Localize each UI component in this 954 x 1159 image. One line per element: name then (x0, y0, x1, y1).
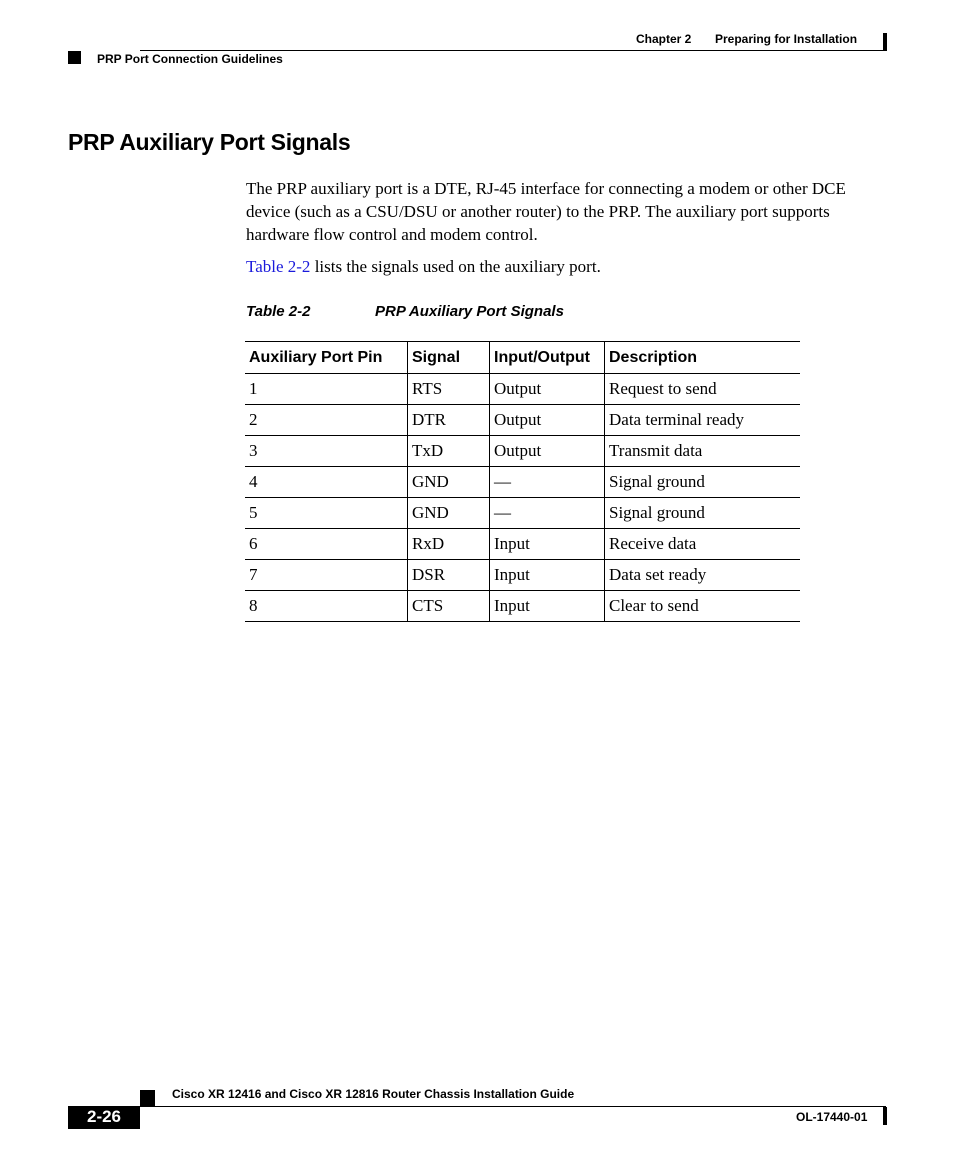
signal-cell: GND (408, 498, 490, 529)
signal-cell: RxD (408, 529, 490, 560)
signal-cell: GND (408, 467, 490, 498)
intro-paragraph: The PRP auxiliary port is a DTE, RJ-45 interface for connecting a modem or other DCE device (such as a CSU/DSU or another router) to the PRP. The auxiliary port supports hardware flow control and modem control. (246, 179, 846, 244)
footer-doc-number: OL-17440-01 (796, 1110, 868, 1124)
table-link[interactable]: Table 2-2 (246, 257, 311, 276)
signal-cell: DSR (408, 560, 490, 591)
column-header: Auxiliary Port Pin (245, 342, 408, 374)
header-section-marker (68, 51, 81, 64)
description-cell: Receive data (605, 529, 801, 560)
io-cell: — (490, 467, 605, 498)
signal-cell: CTS (408, 591, 490, 622)
table-row (245, 591, 800, 622)
table-row (245, 405, 800, 436)
io-cell: Input (490, 529, 605, 560)
table-row (245, 467, 800, 498)
signal-cell: DTR (408, 405, 490, 436)
column-header: Description (605, 342, 801, 374)
table-row (245, 529, 800, 560)
pin-cell: 4 (245, 467, 408, 498)
description-cell: Signal ground (605, 467, 801, 498)
pin-cell: 7 (245, 560, 408, 591)
pin-cell: 5 (245, 498, 408, 529)
description-cell: Signal ground (605, 498, 801, 529)
description-cell: Clear to send (605, 591, 801, 622)
pin-cell: 3 (245, 436, 408, 467)
description-cell: Request to send (605, 374, 801, 405)
footer-left-bar (140, 1090, 155, 1106)
signal-cell: RTS (408, 374, 490, 405)
io-cell: Output (490, 436, 605, 467)
header-section-title: PRP Port Connection Guidelines (97, 52, 283, 66)
page-heading: PRP Auxiliary Port Signals (68, 129, 351, 155)
io-cell: Input (490, 591, 605, 622)
footer-guide-title: Cisco XR 12416 and Cisco XR 12816 Router Chassis Installation Guide (172, 1087, 575, 1101)
table-caption-title: PRP Auxiliary Port Signals (375, 303, 564, 320)
header-chapter-title: Preparing for Installation (715, 32, 858, 46)
description-cell: Data set ready (605, 560, 801, 591)
pin-cell: 1 (245, 374, 408, 405)
signals-table (245, 341, 800, 622)
table-row (245, 436, 800, 467)
footer-right-bar (883, 1107, 887, 1125)
footer-rule (140, 1106, 886, 1107)
io-cell: Output (490, 405, 605, 436)
table-row (245, 560, 800, 591)
pin-cell: 2 (245, 405, 408, 436)
column-header: Signal (408, 342, 490, 374)
header-right-bar (883, 33, 887, 51)
page-number: 2-26 (68, 1106, 140, 1129)
table-row (245, 498, 800, 529)
signal-cell: TxD (408, 436, 490, 467)
table-reference-paragraph (246, 255, 891, 278)
header-rule (140, 50, 886, 51)
column-header: Input/Output (490, 342, 605, 374)
table-header-row (245, 342, 800, 374)
io-cell: Input (490, 560, 605, 591)
table-reference-text: lists the signals used on the auxiliary port. (310, 257, 601, 276)
io-cell: Output (490, 374, 605, 405)
pin-cell: 6 (245, 529, 408, 560)
description-cell: Data terminal ready (605, 405, 801, 436)
table-row (245, 374, 800, 405)
pin-cell: 8 (245, 591, 408, 622)
table-caption-number: Table 2-2 (246, 303, 311, 320)
io-cell: — (490, 498, 605, 529)
header-chapter: Chapter 2 (636, 32, 692, 46)
description-cell: Transmit data (605, 436, 801, 467)
